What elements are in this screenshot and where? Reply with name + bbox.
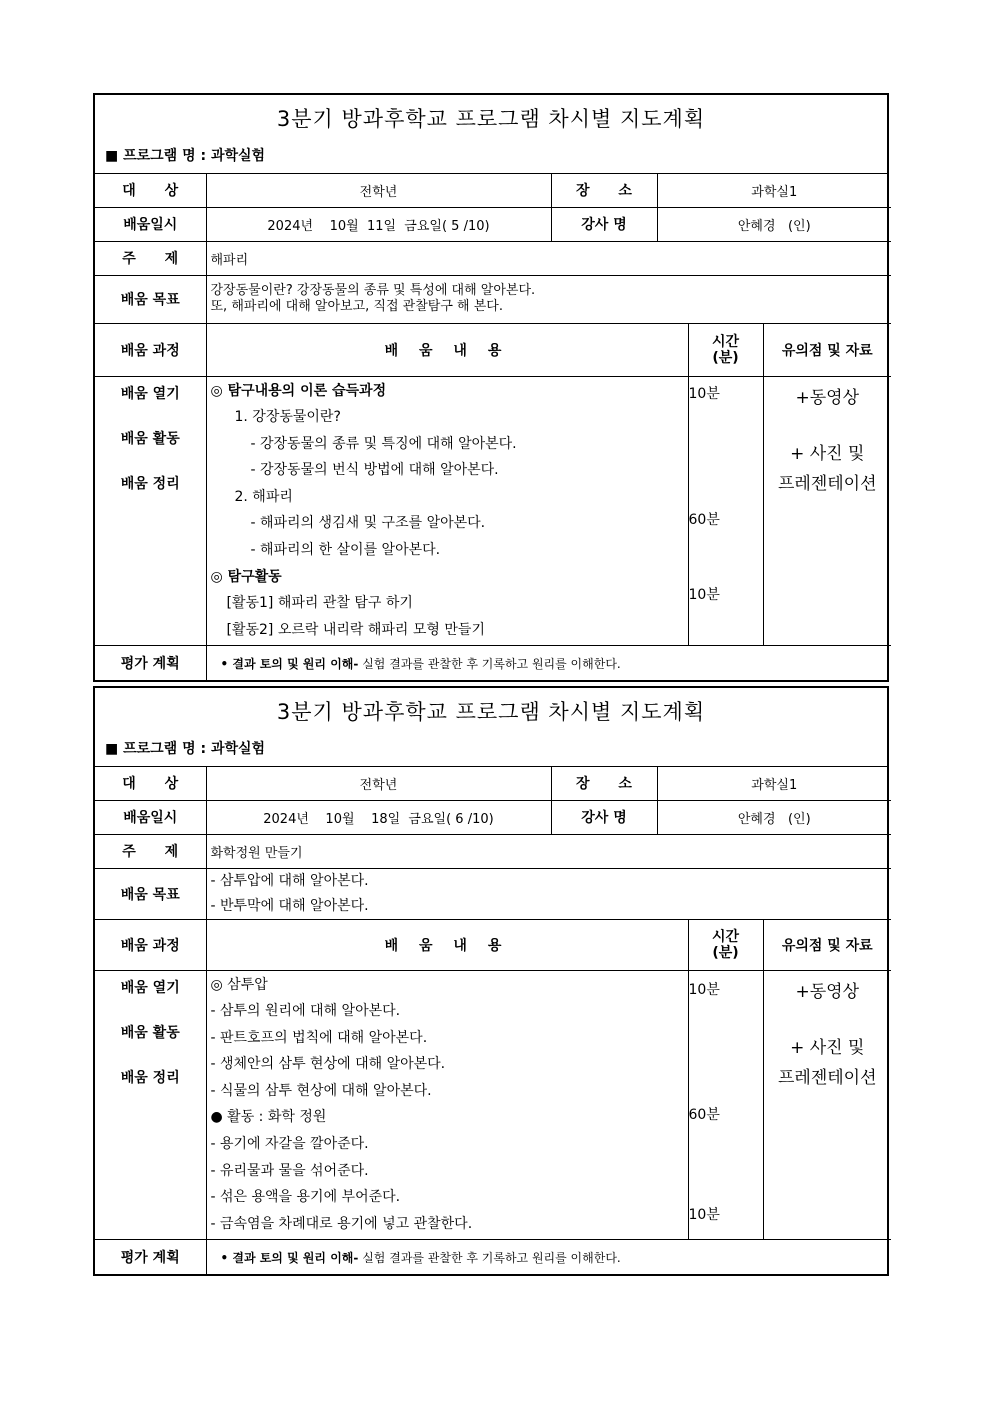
content-item: [활동1] 해파리 관찰 탐구 하기: [226, 595, 413, 612]
stage-wrapup: 배움 정리: [120, 1069, 180, 1086]
plan-header: [95, 688, 887, 767]
content-item: - 용기에 자갈을 깔아준다.: [210, 1136, 369, 1153]
goal-list: [206, 868, 891, 919]
place-label: 장 소: [551, 174, 657, 207]
process-label: 배움 과정: [95, 919, 206, 970]
content-item: - 생체안의 삼투 현상에 대해 알아본다.: [210, 1056, 446, 1073]
stage-open: 배움 열기: [120, 385, 180, 402]
eval-text: [206, 1240, 891, 1274]
eval-label: 평가 계획: [95, 646, 206, 680]
content-item: 1. 강장동물이란?: [234, 409, 341, 426]
goal-label: 배움 목표: [95, 275, 206, 323]
stage-list: [95, 970, 206, 1240]
goal-item: 강장동물이란? 강장동물의 종류 및 특성에 대해 알아본다.: [210, 283, 536, 298]
note-video: +동영상: [795, 387, 860, 408]
teacher-label: 강사 명: [551, 800, 657, 834]
place-value: 과학실1: [657, 767, 891, 800]
plan-table: [95, 174, 891, 680]
plan-table: [95, 767, 891, 1274]
note-photo: + 사진 및: [790, 443, 865, 464]
content-item: ◎ 탐구활동: [210, 568, 282, 585]
content-list: [206, 970, 688, 1240]
eval-desc: 실험 결과를 관찰한 후 기록하고 원리를 이해한다.: [358, 1250, 621, 1265]
stage-activity: 배움 활동: [120, 1024, 180, 1041]
notes-list: [763, 970, 891, 1240]
process-label: 배움 과정: [95, 323, 206, 376]
date-value: 2024년 10월 11일 금요일( 5 /10): [206, 207, 551, 241]
date-label: 배움일시: [95, 800, 206, 834]
subject-value: 해파리: [206, 241, 891, 275]
lesson-plan-1: [93, 93, 889, 682]
eval-label: 평가 계획: [95, 1240, 206, 1274]
note-presentation: 프레젠테이션: [777, 1067, 877, 1088]
target-value: 전학년: [206, 174, 551, 207]
content-item: ◎ 삼투압: [210, 976, 268, 993]
teacher-label: 강사 명: [551, 207, 657, 241]
time-open: 10분: [688, 981, 720, 998]
content-header: 배 움 내 용: [206, 323, 688, 376]
content-item: - 식물의 삼투 현상에 대해 알아본다.: [210, 1082, 432, 1099]
note-photo: + 사진 및: [790, 1037, 865, 1058]
eval-bold: • 결과 토의 및 원리 이해-: [220, 656, 359, 671]
time-activity: 60분: [688, 511, 720, 528]
content-item: ● 활동 : 화학 정원: [210, 1109, 327, 1126]
notes-list: [763, 376, 891, 646]
time-header: 시간 (분): [688, 323, 763, 376]
time-list: [688, 376, 763, 646]
time-wrapup: 10분: [688, 586, 720, 603]
goal-item: 또, 해파리에 대해 알아보고, 직접 관찰탐구 해 본다.: [210, 299, 503, 314]
stage-activity: 배움 활동: [120, 430, 180, 447]
goal-item: - 반투막에 대해 알아본다.: [210, 897, 369, 914]
content-item: - 섞은 용액을 용기에 부어준다.: [210, 1189, 401, 1206]
teacher-value: 안혜경 (인): [657, 800, 891, 834]
content-item: - 판트호프의 법칙에 대해 알아본다.: [210, 1029, 428, 1046]
note-presentation: 프레젠테이션: [777, 473, 877, 494]
eval-bold: • 결과 토의 및 원리 이해-: [220, 1250, 359, 1265]
time-header: 시간 (분): [688, 919, 763, 970]
plan-title: 3분기 방과후학교 프로그램 차시별 지도계획: [276, 700, 706, 724]
place-label: 장 소: [551, 767, 657, 800]
content-item: - 강장동물의 종류 및 특징에 대해 알아본다.: [250, 435, 517, 452]
goal-label: 배움 목표: [95, 868, 206, 919]
place-value: 과학실1: [657, 174, 891, 207]
content-item: - 유리물과 물을 섞어준다.: [210, 1162, 369, 1179]
content-item: - 해파리의 생김새 및 구조를 알아본다.: [250, 515, 486, 532]
lesson-plan-2: [93, 686, 889, 1276]
stage-wrapup: 배움 정리: [120, 475, 180, 492]
date-label: 배움일시: [95, 207, 206, 241]
time-wrapup: 10분: [688, 1206, 720, 1223]
plan-header: [95, 95, 887, 174]
goal-list: [206, 275, 891, 323]
subject-label: 주 제: [95, 834, 206, 868]
time-open: 10분: [688, 385, 720, 402]
date-value: 2024년 10월 18일 금요일( 6 /10): [206, 800, 551, 834]
content-header: 배 움 내 용: [206, 919, 688, 970]
subject-label: 주 제: [95, 241, 206, 275]
eval-text: [206, 646, 891, 680]
stage-list: [95, 376, 206, 646]
notes-header: 유의점 및 자료: [763, 323, 891, 376]
content-list: [206, 376, 688, 646]
program-name: ■ 프로그램 명 : 과학실험: [105, 148, 266, 164]
content-item: ◎ 탐구내용의 이론 습득과정: [210, 382, 387, 399]
stage-open: 배움 열기: [120, 979, 180, 996]
time-activity: 60분: [688, 1106, 720, 1123]
target-value: 전학년: [206, 767, 551, 800]
content-item: [활동2] 오르락 내리락 해파리 모형 만들기: [226, 621, 485, 638]
plan-title: 3분기 방과후학교 프로그램 차시별 지도계획: [276, 107, 706, 131]
content-item: 2. 해파리: [234, 488, 293, 505]
target-label: 대 상: [95, 174, 206, 207]
subject-value: 화학정원 만들기: [206, 834, 891, 868]
content-item: - 강장동물의 번식 방법에 대해 알아본다.: [250, 462, 499, 479]
note-video: +동영상: [795, 981, 860, 1002]
time-list: [688, 970, 763, 1240]
eval-desc: 실험 결과를 관찰한 후 기록하고 원리를 이해한다.: [358, 656, 621, 671]
target-label: 대 상: [95, 767, 206, 800]
content-item: - 금속염을 차례대로 용기에 넣고 관찰한다.: [210, 1215, 473, 1232]
content-item: - 해파리의 한 살이를 알아본다.: [250, 542, 441, 559]
program-name: ■ 프로그램 명 : 과학실험: [105, 741, 266, 757]
goal-item: - 삼투압에 대해 알아본다.: [210, 872, 369, 889]
teacher-value: 안혜경 (인): [657, 207, 891, 241]
content-item: - 삼투의 원리에 대해 알아본다.: [210, 1003, 401, 1020]
notes-header: 유의점 및 자료: [763, 919, 891, 970]
